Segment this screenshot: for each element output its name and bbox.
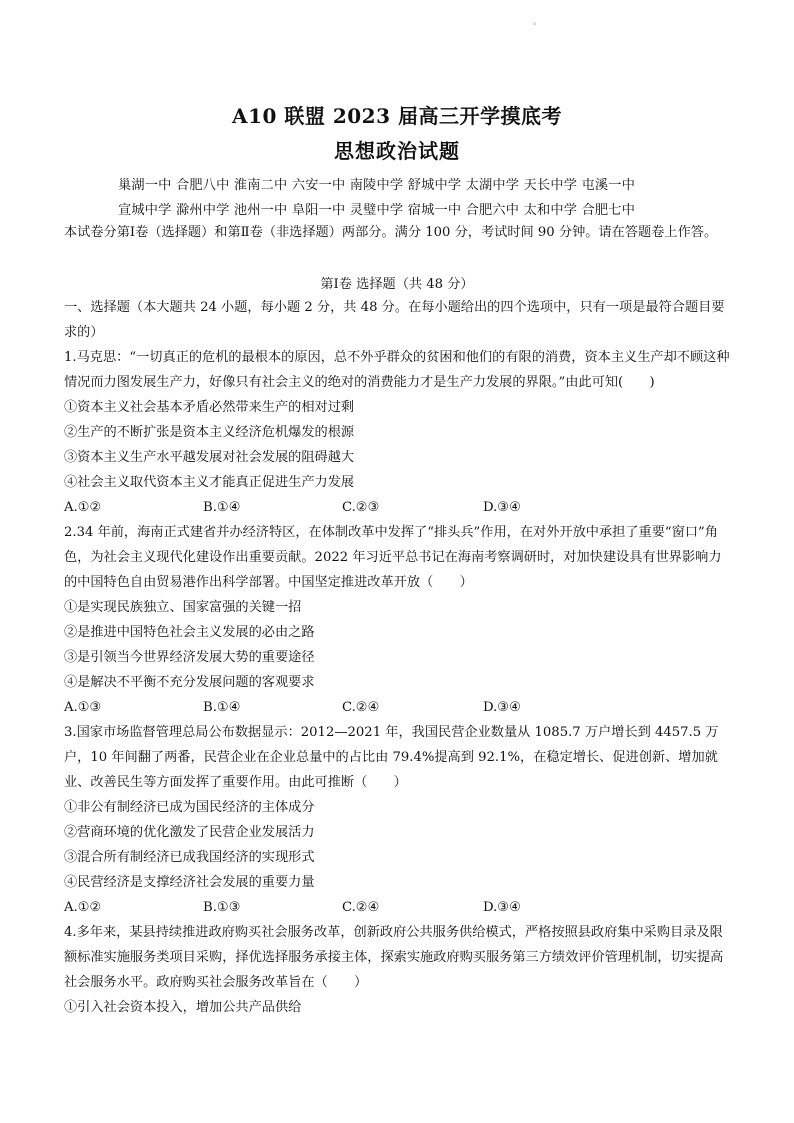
question-1-item: ③资本主义生产水平越发展对社会发展的阻碍越大	[64, 450, 355, 465]
schools-line-1: 巢湖一中 合肥八中 淮南二中 六安一中 南陵中学 舒城中学 太湖中学 天长中学 屯溪一中	[118, 178, 636, 193]
option-c[interactable]: C.②④	[342, 900, 380, 915]
question-2-item: ②是推进中国特色社会主义发展的必由之路	[64, 625, 315, 640]
schools-line-2: 宣城中学 滁州中学 池州一中 阜阳一中 灵璧中学 宿城一中 合肥六中 太和中学 合肥七中	[118, 203, 636, 218]
exam-subtitle: 思想政治试题	[334, 139, 460, 163]
section-heading: 第Ⅰ卷 选择题（共 48 分）	[320, 277, 474, 292]
question-3-item: ①非公有制经济已成为国民经济的主体成分	[64, 800, 315, 815]
option-d[interactable]: D.③④	[483, 700, 521, 715]
exam-title: A10 联盟 2023 届高三开学摸底考	[232, 104, 562, 128]
question-2-stem: 2.34 年前，海南正式建省并办经济特区，在体制改革中发挥了“排头兵”作用，在对外开放中承担了重要“窗口”角色，为社会主义现代化建设作出重要贡献。2022 年习近平总书记在海南考察调研时，对加快建设具有世界影响力的中国特色自由贸易港作出科学部署。中国坚定推进改革开放（ ）	[64, 525, 722, 590]
question-4-item: ①引入社会资本投入，增加公共产品供给	[64, 1000, 302, 1015]
option-b[interactable]: B.①④	[203, 500, 241, 515]
option-d[interactable]: D.③④	[483, 500, 521, 515]
question-1-stem: 1.马克思：“一切真正的危机的最根本的原因，总不外乎群众的贫困和他们的有限的消费，资本主义生产却不顾这种情况而力图发展生产力，好像只有社会主义的绝对的消费能力才是生产力发展的界限。”由此可知( )	[64, 350, 730, 390]
question-3-item: ②营商环境的优化激发了民营企业发展活力	[64, 825, 315, 840]
question-1-item: ②生产的不断扩张是资本主义经济危机爆发的根源	[64, 425, 355, 440]
question-2-item: ④是解决不平衡不充分发展问题的客观要求	[64, 675, 315, 690]
option-a[interactable]: A.①③	[64, 700, 102, 715]
question-3-item: ④民营经济是支撑经济社会发展的重要力量	[64, 875, 315, 890]
question-2-item: ③是引领当今世界经济发展大势的重要途径	[64, 650, 315, 665]
option-a[interactable]: A.①②	[64, 500, 102, 515]
question-1-item: ④社会主义取代资本主义才能真正促进生产力发展	[64, 475, 355, 490]
question-3-stem: 3.国家市场监督管理总局公布数据显示：2012—2021 年，我国民营企业数量从 1085.7 万户增长到 4457.5 万户，10 年间翻了两番，民营企业在企业总量中的占比由 79.4%提高到 92.1%，在稳定增长、促进创新、增加就业、改善民生等方面发挥了重要作用。由此可推断（ ）	[64, 725, 719, 790]
question-1-item: ①资本主义社会基本矛盾必然带来生产的相对过剩	[64, 400, 355, 415]
option-c[interactable]: C.②④	[342, 700, 380, 715]
option-a[interactable]: A.①②	[64, 900, 102, 915]
section-intro: 一、选择题（本大题共 24 小题，每小题 2 分，共 48 分。在每小题给出的四个选项中，只有一项是最符合题目要求的）	[64, 300, 725, 340]
question-3-item: ③混合所有制经济已成我国经济的实现形式	[64, 850, 315, 865]
option-b[interactable]: B.①③	[203, 900, 241, 915]
corner-mark: 。	[533, 17, 543, 27]
question-4-stem: 4.多年来，某县持续推进政府购买社会服务改革，创新政府公共服务供给模式，严格按照县政府集中采购目录及限额标准实施服务类项目采购，择优选择服务承接主体，探索实施政府购买服务第三方绩效评价管理机制，切实提高社会服务水平。政府购买社会服务改革旨在（ ）	[64, 925, 724, 990]
exam-instructions: 本试卷分第Ⅰ卷（选择题）和第Ⅱ卷（非选择题）两部分。满分 100 分，考试时间 90 分钟。请在答题卷上作答。	[64, 225, 718, 240]
question-2-item: ①是实现民族独立、国家富强的关键一招	[64, 600, 302, 615]
option-c[interactable]: C.②③	[342, 500, 380, 515]
option-b[interactable]: B.①④	[203, 700, 241, 715]
option-d[interactable]: D.③④	[483, 900, 521, 915]
